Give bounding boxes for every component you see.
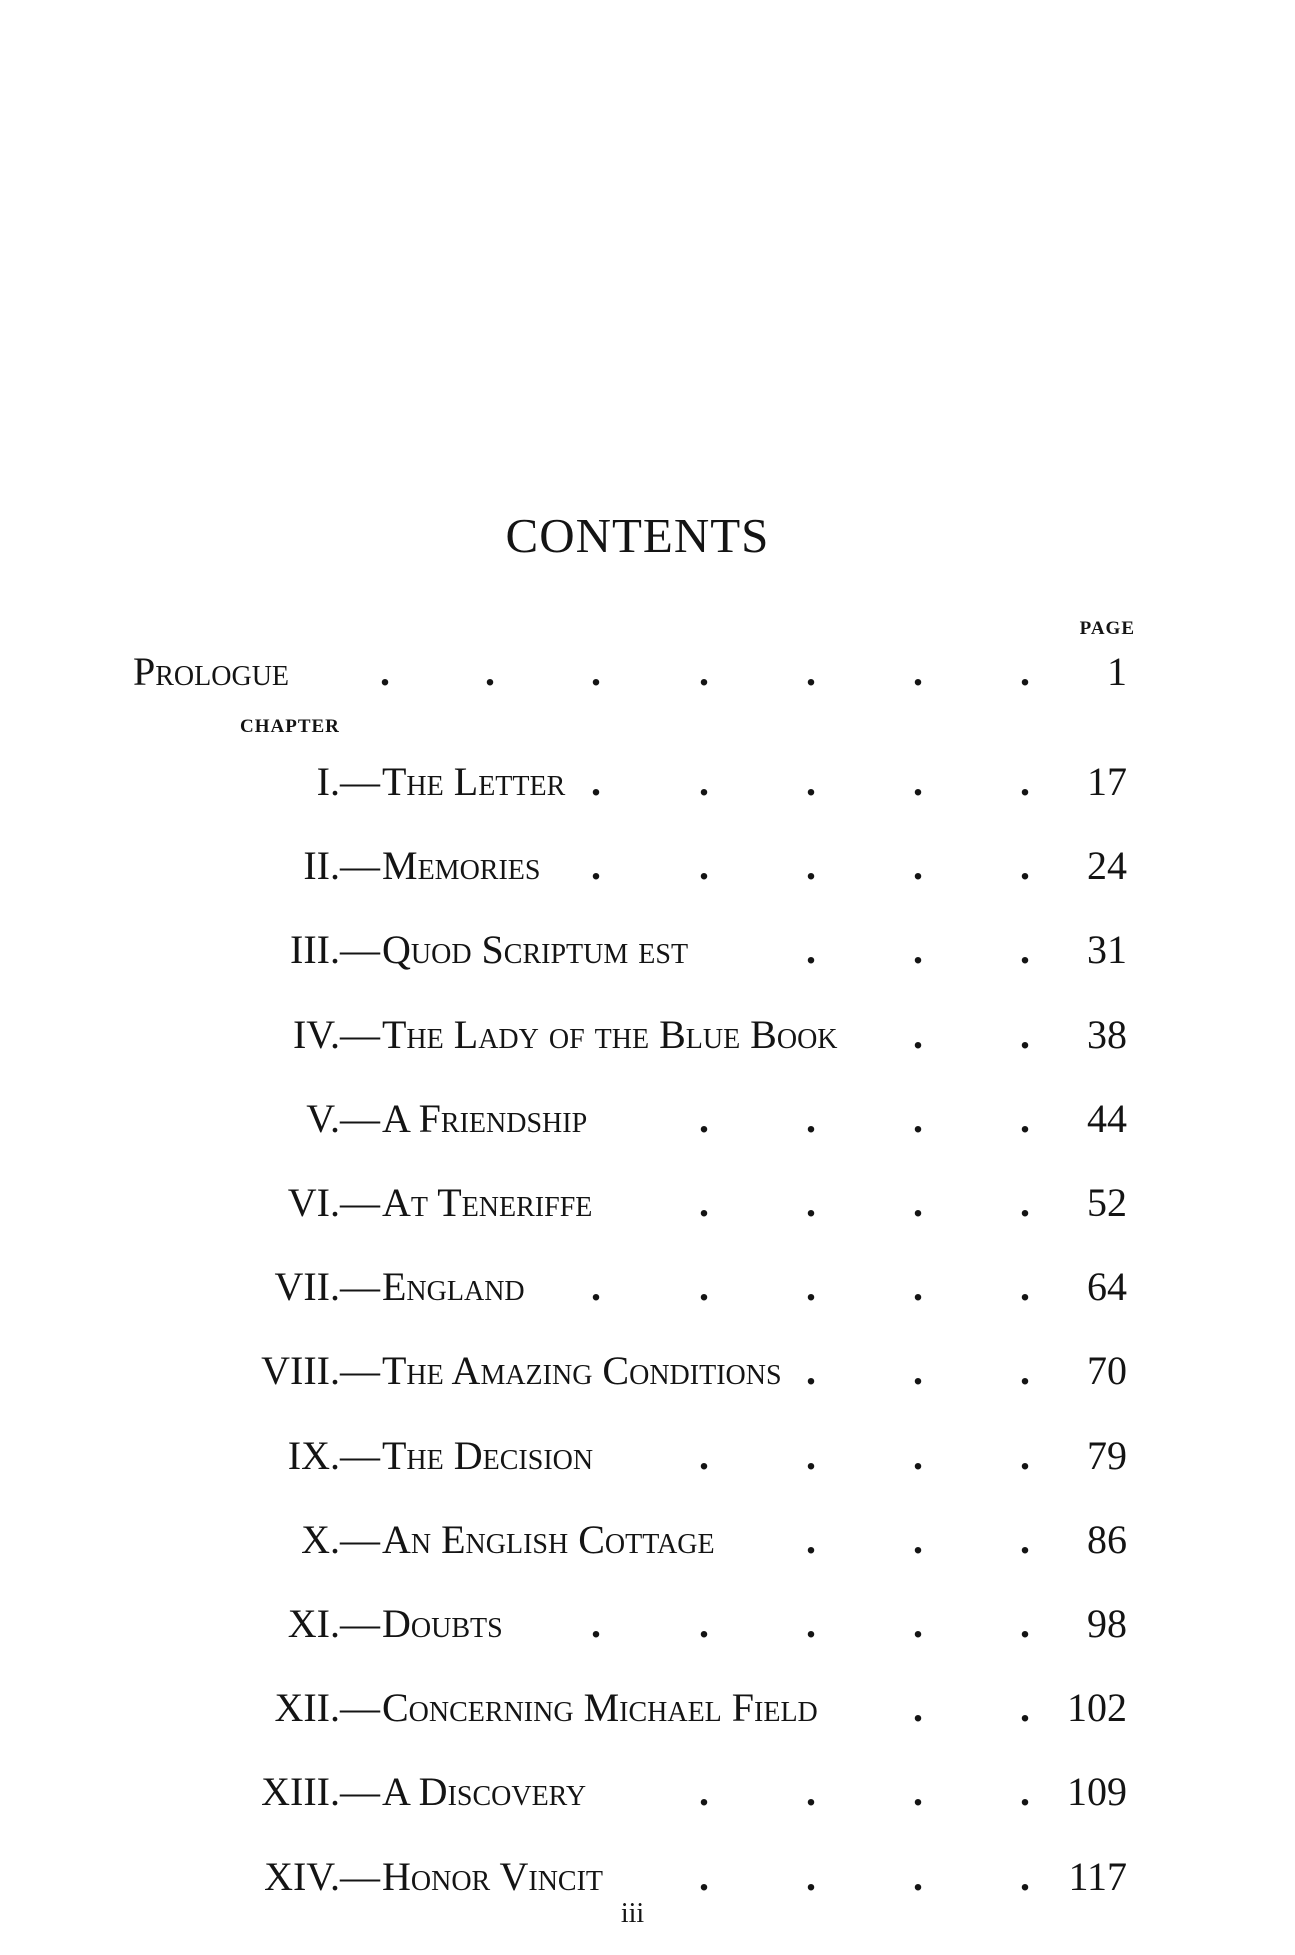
toc-entry-title: Honor Vincit	[382, 1854, 604, 1899]
toc-entry-chapter[interactable]	[0, 1341, 1295, 1401]
leader-dot: .	[913, 1517, 923, 1562]
page-title: CONTENTS	[505, 508, 770, 563]
leader-dot: .	[485, 649, 495, 694]
leader-dot: .	[591, 1264, 601, 1309]
toc-entry-page: 117	[1068, 1854, 1127, 1899]
leader-dot: .	[1020, 927, 1030, 972]
chapter-column-label: CHAPTER	[240, 716, 340, 737]
dot-leader	[380, 1257, 1030, 1317]
leader-dot: .	[913, 1685, 923, 1730]
leader-dot: .	[806, 927, 816, 972]
chapter-number: VII.—	[274, 1264, 380, 1309]
dot-leader	[380, 1762, 1030, 1822]
leader-dot: .	[1020, 649, 1030, 694]
dot-leader	[380, 1510, 1030, 1570]
leader-dot: .	[913, 1433, 923, 1478]
toc-entry-chapter[interactable]	[0, 1005, 1295, 1065]
chapter-number: V.—	[306, 1096, 380, 1141]
page-number: iii	[620, 1898, 645, 1929]
leader-dot: .	[913, 759, 923, 804]
leader-dot: .	[699, 1180, 709, 1225]
dot-leader	[380, 836, 1030, 896]
leader-dot: .	[1020, 1685, 1030, 1730]
chapter-number: VIII.—	[261, 1348, 380, 1393]
chapter-number: XI.—	[287, 1601, 380, 1646]
toc-entry-page: 24	[1087, 843, 1127, 888]
toc-entry-chapter[interactable]	[0, 752, 1295, 812]
leader-dot: .	[806, 843, 816, 888]
leader-dot: .	[806, 1264, 816, 1309]
leader-dot: .	[591, 1601, 601, 1646]
toc-entry-chapter[interactable]	[0, 836, 1295, 896]
toc-entry-page: 70	[1087, 1348, 1127, 1393]
toc-entry-chapter[interactable]	[0, 1426, 1295, 1486]
leader-dot: .	[806, 1601, 816, 1646]
dot-leader	[380, 1678, 1030, 1738]
leader-dot: .	[699, 759, 709, 804]
toc-entry-page: 64	[1087, 1264, 1127, 1309]
leader-dot: .	[913, 1096, 923, 1141]
toc-entry-title: Prologue	[133, 649, 290, 694]
dot-leader	[380, 1426, 1030, 1486]
chapter-number: XIV.—	[264, 1854, 380, 1899]
leader-dot: .	[913, 649, 923, 694]
leader-dot: .	[913, 1348, 923, 1393]
dot-leader	[380, 1341, 1030, 1401]
leader-dot: .	[699, 1854, 709, 1899]
leader-dot: .	[806, 1517, 816, 1562]
leader-dot: .	[591, 649, 601, 694]
dot-leader	[380, 642, 1030, 702]
leader-dot: .	[913, 927, 923, 972]
leader-dot: .	[1020, 1096, 1030, 1141]
toc-entry-page: 44	[1087, 1096, 1127, 1141]
toc-entry-title: The Amazing Conditions	[382, 1348, 782, 1393]
toc-entry-page: 31	[1087, 927, 1127, 972]
toc-entry-chapter[interactable]	[0, 1173, 1295, 1233]
toc-entry-page: 86	[1087, 1517, 1127, 1562]
leader-dot: .	[591, 759, 601, 804]
toc-entry-chapter[interactable]	[0, 1089, 1295, 1149]
leader-dot: .	[699, 1264, 709, 1309]
toc-entry-chapter[interactable]	[0, 1678, 1295, 1738]
toc-entry-chapter[interactable]	[0, 1257, 1295, 1317]
toc-entry-page: 109	[1067, 1769, 1127, 1814]
leader-dot: .	[806, 759, 816, 804]
leader-dot: .	[1020, 1433, 1030, 1478]
toc-entry-title: At Teneriffe	[382, 1180, 593, 1225]
leader-dot: .	[913, 843, 923, 888]
dot-leader	[380, 920, 1030, 980]
toc-entry-page: 79	[1087, 1433, 1127, 1478]
leader-dot: .	[806, 1180, 816, 1225]
toc-entry-title: The Decision	[382, 1433, 594, 1478]
leader-dot: .	[913, 1264, 923, 1309]
leader-dot: .	[806, 1348, 816, 1393]
toc-entry-title: An English Cottage	[382, 1517, 715, 1562]
leader-dot: .	[913, 1180, 923, 1225]
toc-entry-title: Quod Scriptum est	[382, 927, 689, 972]
chapter-number: VI.—	[287, 1180, 380, 1225]
leader-dot: .	[699, 1769, 709, 1814]
toc-entry-title: Doubts	[382, 1601, 503, 1646]
chapter-number: IV.—	[292, 1012, 380, 1057]
toc-entry-page: 17	[1087, 759, 1127, 804]
toc-entry-title: Memories	[382, 843, 541, 888]
dot-leader	[380, 1173, 1030, 1233]
toc-entry-title: Concerning Michael Field	[382, 1685, 818, 1730]
leader-dot: .	[699, 1601, 709, 1646]
toc-entry-page: 1	[1107, 649, 1127, 694]
toc-entry-chapter[interactable]	[0, 920, 1295, 980]
leader-dot: .	[1020, 1264, 1030, 1309]
leader-dot: .	[699, 649, 709, 694]
toc-entry-title: The Lady of the Blue Book	[382, 1012, 838, 1057]
leader-dot: .	[806, 1096, 816, 1141]
leader-dot: .	[699, 1096, 709, 1141]
toc-entry-page: 102	[1067, 1685, 1127, 1730]
leader-dot: .	[1020, 759, 1030, 804]
dot-leader	[380, 1005, 1030, 1065]
toc-entry-page: 38	[1087, 1012, 1127, 1057]
toc-entry-page: 52	[1087, 1180, 1127, 1225]
dot-leader	[380, 1594, 1030, 1654]
toc-entry-title: A Friendship	[382, 1096, 588, 1141]
toc-entry-title: A Discovery	[382, 1769, 587, 1814]
leader-dot: .	[806, 649, 816, 694]
toc-entry-prologue[interactable]	[0, 642, 1295, 702]
leader-dot: .	[1020, 843, 1030, 888]
leader-dot: .	[699, 843, 709, 888]
leader-dot: .	[1020, 1769, 1030, 1814]
leader-dot: .	[806, 1433, 816, 1478]
leader-dot: .	[1020, 1517, 1030, 1562]
chapter-number: IX.—	[287, 1433, 380, 1478]
leader-dot: .	[1020, 1180, 1030, 1225]
toc-entry-chapter[interactable]	[0, 1510, 1295, 1570]
leader-dot: .	[591, 843, 601, 888]
toc-entry-title: England	[382, 1264, 525, 1309]
toc-entry-page: 98	[1087, 1601, 1127, 1646]
leader-dot: .	[806, 1769, 816, 1814]
leader-dot: .	[913, 1854, 923, 1899]
leader-dot: .	[913, 1012, 923, 1057]
leader-dot: .	[1020, 1012, 1030, 1057]
leader-dot: .	[1020, 1601, 1030, 1646]
chapter-number: XII.—	[274, 1685, 380, 1730]
leader-dot: .	[1020, 1854, 1030, 1899]
leader-dot: .	[913, 1601, 923, 1646]
leader-dot: .	[380, 649, 390, 694]
leader-dot: .	[806, 1854, 816, 1899]
chapter-number: I.—	[316, 759, 380, 804]
leader-dot: .	[1020, 1348, 1030, 1393]
toc-entry-title: The Letter	[382, 759, 566, 804]
chapter-number: X.—	[301, 1517, 380, 1562]
leader-dot: .	[699, 1433, 709, 1478]
chapter-number: III.—	[290, 927, 380, 972]
toc-entry-chapter[interactable]	[0, 1762, 1295, 1822]
dot-leader	[380, 752, 1030, 812]
chapter-number: XIII.—	[261, 1769, 380, 1814]
toc-entry-chapter[interactable]	[0, 1594, 1295, 1654]
dot-leader	[380, 1089, 1030, 1149]
page-column-label: PAGE	[1079, 618, 1135, 639]
chapter-number: II.—	[303, 843, 380, 888]
leader-dot: .	[913, 1769, 923, 1814]
